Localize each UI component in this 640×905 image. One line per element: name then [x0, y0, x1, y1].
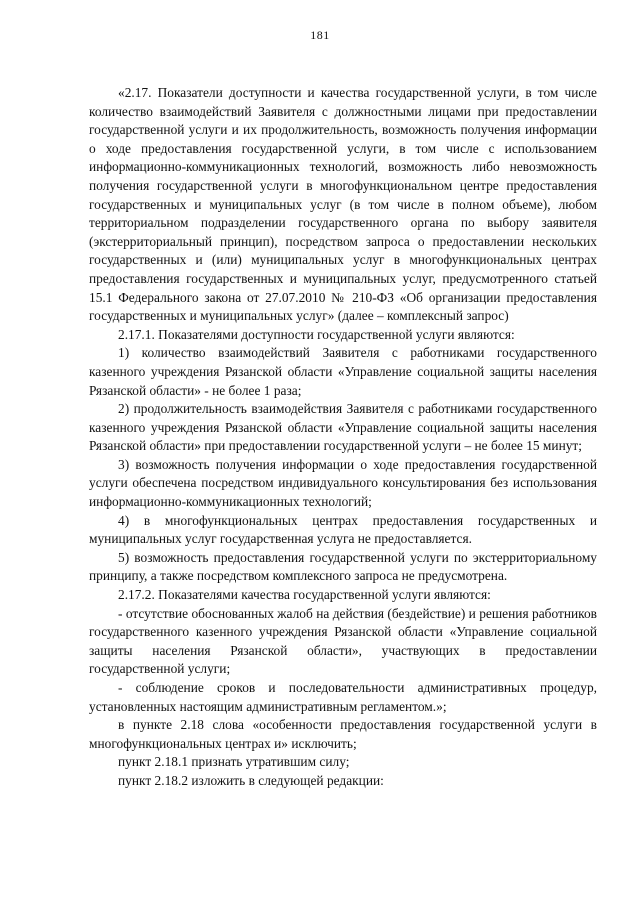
paragraph-accessibility-item-1: 1) количество взаимодействий Заявителя с работниками государственного казенного учреждения Рязанской области «Управление социальной защиты населения Рязанской области» - не более 1 раза; [89, 345, 597, 398]
paragraph-2-17-2-heading: 2.17.2. Показателями качества государственной услуги являются: [118, 587, 491, 603]
page-number: 181 [310, 28, 330, 42]
paragraph-2-17-1-heading: 2.17.1. Показателями доступности государственной услуги являются: [118, 326, 515, 342]
paragraph-accessibility-item-2: 2) продолжительность взаимодействия Заявителя с работниками государственного казенного учреждения Рязанской области «Управление социальной защиты населения Рязанской области» при предоставлении государственной услуги – не более 15 минут; [89, 401, 597, 454]
paragraph-quality-item-1: - отсутствие обоснованных жалоб на действия (бездействие) и решения работников государственного казенного учреждения Рязанской области «Управление социальной защиты населения Рязанской области», участвующих в предоставлении государственной услуги; [89, 605, 597, 677]
paragraph-accessibility-item-5: 5) возможность предоставления государственной услуги по экстерриториальному принципу, а также посредством комплексного запроса не предусмотрена. [89, 549, 597, 584]
paragraph-2-17-intro: «2.17. Показатели доступности и качества государственной услуги, в том числе количество взаимодействий Заявителя с должностными лицами при предоставлении государственной услуги и их продолжительность, возможность получения информации о ходе предоставления государственной услуги, в том числе с использованием информационно-коммуникационных технологий, возможность либо невозможность получения государственной услуги в многофункциональном центре предоставления государственных и муниципальных услуг (в том числе в полном объеме), любом территориальном подразделении государственного органа по выбору заявителя (экстерриториальный принцип), посредством запроса о предоставлении нескольких государственных и (или) муниципальных услуг в многофункциональных центрах предоставления государственных и муниципальных услуг, предусмотренного статьей 15.1 Федерального закона от 27.07.2010 № 210-ФЗ «Об организации предоставления государственных и муниципальных услуг» (далее – комплексный запрос) [89, 85, 597, 324]
paragraph-accessibility-item-4: 4) в многофункциональных центрах предоставления государственных и муниципальных услуг государственная услуга не предоставляется. [89, 512, 597, 547]
paragraph-2-18-amendment: в пункте 2.18 слова «особенности предоставления государственной услуги в многофункциональных центрах и» исключить; [89, 717, 597, 751]
paragraph-2-18-2-restate: пункт 2.18.2 изложить в следующей редакции: [118, 772, 384, 788]
paragraph-quality-item-2: - соблюдение сроков и последовательности административных процедур, установленных настоящим административным регламентом.»; [89, 680, 597, 714]
paragraph-2-18-1-repeal: пункт 2.18.1 признать утратившим силу; [118, 754, 350, 770]
paragraph-accessibility-item-3: 3) возможность получения информации о ходе предоставления государственной услуги обеспечена посредством индивидуального консультирования без использования информационно-коммуникационных технологий; [89, 456, 597, 510]
document-body [89, 84, 597, 791]
